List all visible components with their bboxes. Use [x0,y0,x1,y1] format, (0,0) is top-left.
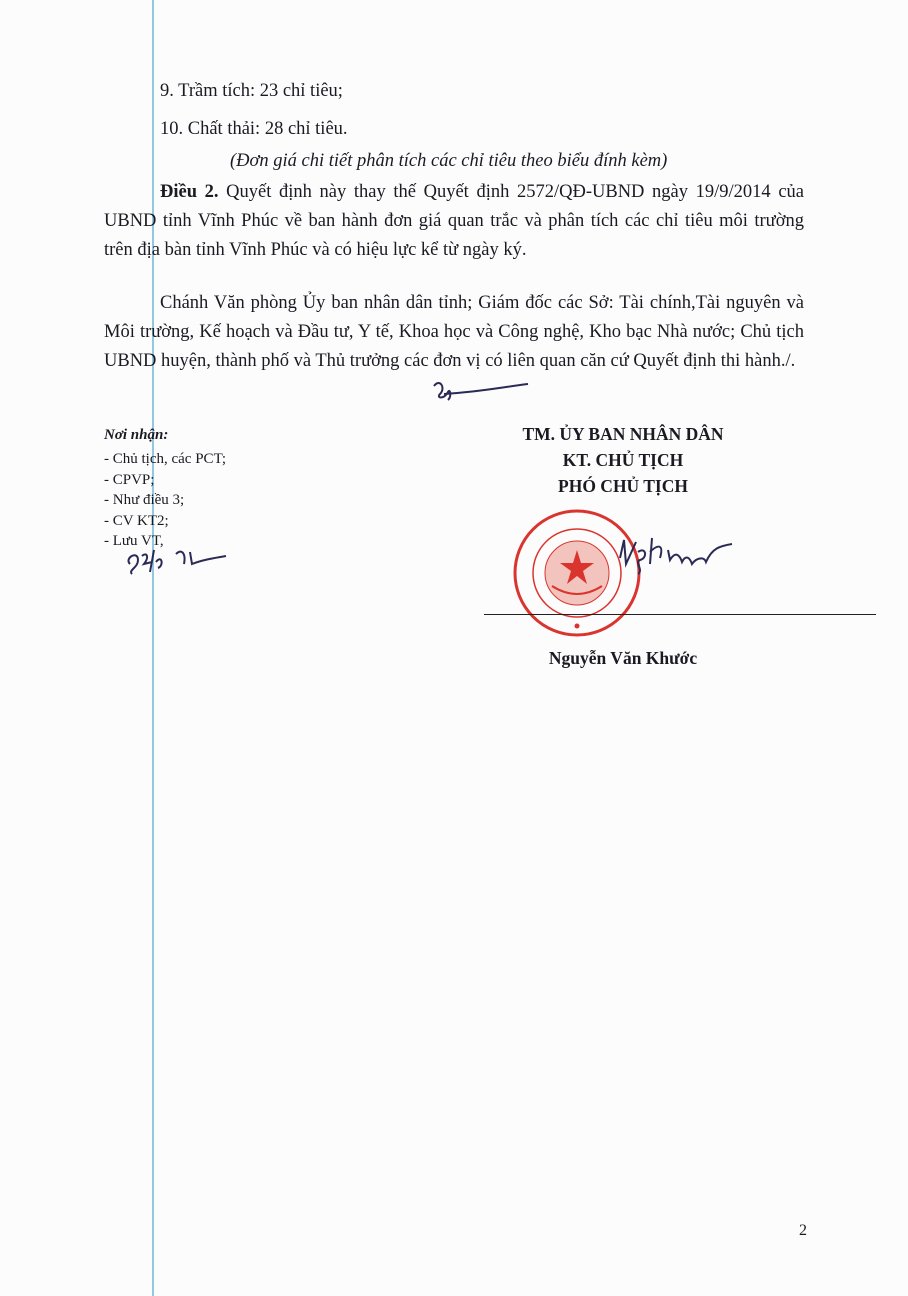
item-10: 10. Chất thải: 28 chỉ tiêu. [160,119,348,139]
item-9: 9. Trầm tích: 23 chỉ tiêu; [160,81,343,101]
recipient-item: - CV KT2; [104,512,169,529]
execution-clause: Chánh Văn phòng Ủy ban nhân dân tỉnh; Giám đốc các Sở: Tài chính,Tài nguyên và Môi trường, Kế hoạch và Đầu tư, Y tế, Khoa học và Công nghệ, Kho bạc Nhà nước; Chủ tịch UBND huyện, thành phố và Thủ trưởng các đơn vị có liên quan căn cứ Quyết định thi hành./. [104,293,804,371]
recipient-item: - CPVP; [104,471,155,488]
page-number: 2 [799,1222,807,1239]
recipients-list [104,449,226,552]
recipient-item: - Như điều 3; [104,492,185,508]
article-2-text: Quyết định này thay thế Quyết định 2572/QĐ-UBND ngày 19/9/2014 của UBND tỉnh Vĩnh Phúc về ban hành đơn giá quan trắc và phân tích các chỉ tiêu môi trường trên địa bàn tỉnh Vĩnh Phúc và có hiệu lực kể từ ngày ký. [104,182,804,260]
handwritten-archive-note [120,540,240,580]
signature-divider [484,614,876,615]
article-2 [104,178,804,265]
signature-line-3: PHÓ CHỦ TỊCH [558,476,688,496]
recipient-item: - Lưu VT, [104,533,164,549]
signature-line-2: KT. CHỦ TỊCH [562,450,684,470]
initials-scribble [430,378,550,408]
recipients-title: Nơi nhận: [104,427,169,443]
signer-name: Nguyễn Văn Khước [548,648,698,668]
annex-note: (Đơn giá chi tiết phân tích các chỉ tiêu theo biểu đính kèm) [230,151,668,171]
handwritten-signature [612,530,762,580]
recipient-item: - Chủ tịch, các PCT; [104,451,227,467]
article-2-label: Điều 2. [160,182,219,202]
signature-line-1: TM. ỦY BAN NHÂN DÂN [522,424,724,444]
